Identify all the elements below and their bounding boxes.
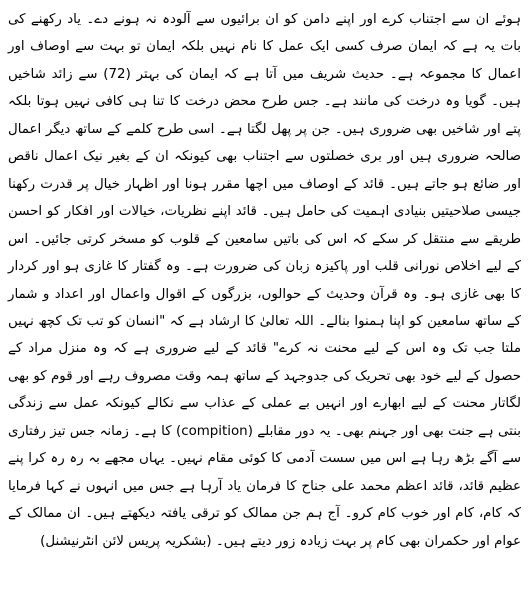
article-paragraph: ہوئے ان سے اجتناب کرے اور اپنے دامن کو ان برائیوں سے آلودہ نہ ہونے دے۔ یاد رکھنے کی بات یہ ہے کہ ایمان صرف کسی ایک عمل کا نام نہیں بلکہ ایمان تو بہت سے اوصاف اور اعمال کا مجموعہ ہے۔ حدیث شریف میں آتا ہے کہ ایمان کی بہتر (72) سے زائد شاخیں ہیں۔ گویا وہ درخت کی مانند ہے۔ جس طرح محض درخت کا تنا ہی کافی نہیں ہوتا بلکہ پتے اور شاخیں بھی ضروری ہیں۔ جن پر پھل لگتا ہے۔ اسی طرح کلمے کے ساتھ دیگر اعمال صالحہ ضروری ہیں اور بری خصلتوں سے اجتناب بھی کیونکہ ان کے بغیر نیک اعمال ناقص اور ضائع ہو جاتے ہیں۔ قائد کے اوصاف میں اچھا مقرر ہونا اور اظہار خیال پر قدرت رکھنا جیسی صلاحیتیں بنیادی اہمیت کی حامل ہیں۔ قائد اپنے نظریات، خیالات اور افکار کو احسن طریقے سے منتقل کر سکے کہ اس کی باتیں سامعین کے قلوب کو مسخر کرتی جائیں۔ اس کے لیے اخلاص نورانی قلب اور پاکیزہ زبان کی ضرورت ہے۔ وہ گفتار کا غازی ہو اور کردار کا بھی غازی ہو۔ وہ قرآن وحدیث کے حوالوں، بزرگوں کے اقوال واعمال اور اعداد و شمار کے ساتھ سامعین کو اپنا ہمنوا بنالے۔ اللہ تعالیٰ کا ارشاد ہے کہ "انسان کو تب تک کچھ نہیں ملتا جب تک وہ اس کے لیے محنت نہ کرے" قائد کے لیے ضروری ہے کہ وہ منزل مراد کے حصول کے لیے خود بھی تحریک کی جدوجہد کے ساتھ ہمہ وقت مصروف رہے اور قوم کو بھی لگاتار محنت کے لیے ابھارے اور انہیں بے عملی کے عذاب سے نکالے کیونکہ عمل سے زندگی بنتی ہے جنت بھی اور جہنم بھی۔ یہ دور مقابلے (compition) کا ہے۔ زمانہ جس تیز رفتاری سے آگے بڑھ رہا ہے اس میں سست آدمی کا کوئی مقام نہیں۔ یہاں مجھے بہ رہ رہ کرا پنے عظیم قائد، قائد اعظم محمد علی جناح کا فرمان یاد آرہا ہے جس میں انہوں نے کہا فرمایا کہ کام، کام اور خوب کام کرو۔ آج ہم جن ممالک کو ترقی یافتہ دیکھتے ہیں۔ ان ممالک کے عوام اور حکمران بھی کام پر بہت زیادہ زور دیتے ہیں۔ (بشکریہ پریس لائن انٹرنیشنل) — [8, 12, 521, 549]
